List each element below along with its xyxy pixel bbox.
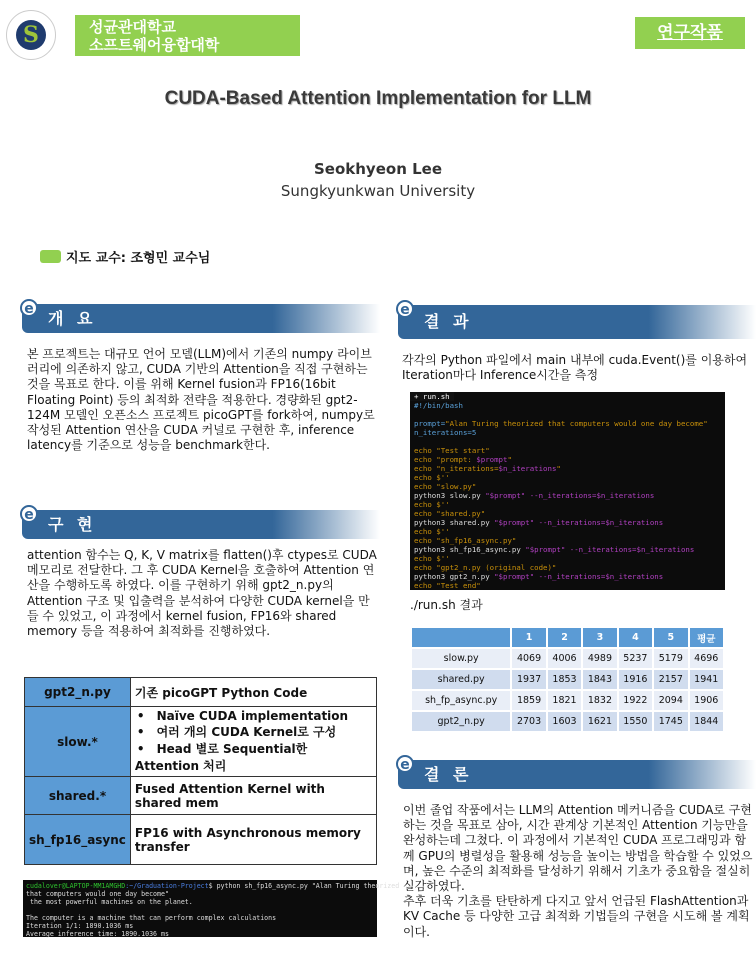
advisor: 지도 교수: 조형민 교수님 (66, 251, 211, 266)
row-label: sh_fp_async.py (411, 690, 511, 711)
table-cell: 1906 (689, 690, 724, 711)
table-row (25, 815, 377, 865)
code-line: echo $'' (414, 500, 450, 509)
file-description: FP16 with Asynchronous memory transfer (130, 815, 376, 865)
bullet-item: • Naïve CUDA implementation (135, 709, 372, 723)
table-cell: 1916 (618, 669, 653, 690)
run-sh-code (410, 392, 725, 590)
table-row (411, 648, 724, 669)
table-cell: 1745 (653, 711, 688, 732)
table-cell: 1922 (618, 690, 653, 711)
table-cell: 1859 (511, 690, 546, 711)
overview-text: 본 프로젝트는 대규모 언어 모델(LLM)에서 기존의 numpy 라이브러리에 의존하지 않고, CUDA 기반의 Attention을 직접 구현하는 것을 목표로 한다. 이를 위해 Kernel fusion과 FP16(16bit Floating Point) 등의 최적화 전략을 적용한다. 경량화된 gpt2-124M 모델인 오픈소스 프로젝트 picoGPT를 fork하여, numpy로 작성된 Attention 연산을 CUDA 커널로 구현한 후, inference latency를 기준으로 성능을 benchmark한다. (27, 347, 375, 453)
code-line: echo $'' (414, 473, 450, 482)
code-line: echo "shared.py" (414, 509, 486, 518)
table-cell: 1603 (547, 711, 582, 732)
e-icon: e (396, 300, 414, 318)
table-cell: 1843 (582, 669, 617, 690)
code-line: echo "Test start" (414, 446, 490, 455)
terminal-line: the most powerful machines on the planet. (26, 898, 193, 906)
results-text: 각각의 Python 파일에서 main 내부에 cuda.Event()를 이용하여 Iteration마다 Inference시간을 측정 (402, 353, 748, 383)
code-line: python3 slow.py "$prompt" --n_iterations=$n_iterations (414, 491, 655, 500)
code-line: n_iterations=5 (414, 428, 477, 437)
row-label: gpt2_n.py (411, 711, 511, 732)
table-cell: 1621 (582, 711, 617, 732)
file-description: Fused Attention Kernel with shared mem (130, 777, 376, 815)
file-description: 기존 picoGPT Python Code (130, 678, 376, 707)
author: Seokhyeon Lee (314, 160, 442, 178)
file-description (130, 707, 376, 777)
code-line: prompt="Alan Turing theorized that computers would one day become" (414, 419, 708, 428)
section-header-conclusion: e 결 론 (398, 760, 756, 789)
code-line: #!/bin/bash (414, 401, 463, 410)
e-icon: e (396, 755, 414, 773)
code-line: echo "slow.py" (414, 482, 477, 491)
table-cell: 4006 (547, 648, 582, 669)
code-line: echo "sh_fp16_async.py" (414, 536, 517, 545)
table-cell: 4989 (582, 648, 617, 669)
code-line: echo "prompt: $prompt" (414, 455, 512, 464)
e-icon: e (20, 299, 38, 317)
terminal-line: Iteration 1/1: 1890.1036 ms (26, 922, 134, 930)
file-name: gpt2_n.py (25, 678, 131, 707)
terminal-line: The computer is a machine that can perform complex calculations (26, 914, 277, 922)
college-banner (75, 15, 300, 56)
conclusion-text: 이번 졸업 작품에서는 LLM의 Attention 메커니즘을 CUDA로 구현하는 것을 목표로 삼아, 시간 관계상 기본적인 Attention 기능만을 완성하는데 그쳤다. 이 과정에서 기본적인 CUDA 프로그래밍과 함께 GPU의 병렬성을 활용해 성능을 높이는 방법을 학습할 수 있었으며, 높은 수준의 최적화를 달성하기 위해서 기초가 중요함을 절실히 실감하였다. 추후 더욱 기초를 탄탄하게 다지고 앞서 언급된 FlashAttention과 KV Cache 등 다양한 고급 최적화 기법들의 구현을 시도해 볼 계획이다. (403, 803, 753, 939)
table-cell: 1821 (547, 690, 582, 711)
code-caption: ./run.sh 결과 (410, 598, 483, 612)
terminal-output: cudalover@LAPTOP-MM1AMGHD:~/Graduation-Project$ python sh_fp16_async.py "Alan Turing theorized that computers would one day become" the most powerful machines on the planet. The computer is a machine that can perform complex calculations Iteration 1/1: 1890.1036 ms Average inference time: 1890.1036 ms (23, 880, 377, 937)
section-header-impl: e 구 현 (22, 510, 380, 539)
bullet-item: • Head 별로 Sequential한 Attention 처리 (135, 740, 372, 774)
column-header: 평균 (689, 627, 724, 648)
table-cell: 5179 (653, 648, 688, 669)
table-cell: 1937 (511, 669, 546, 690)
code-line: python3 shared.py "$prompt" --n_iterations=$n_iterations (414, 518, 664, 527)
code-line: echo $'' (414, 527, 450, 536)
advisor-marker (40, 250, 61, 263)
code-line: echo "Test end" (414, 581, 481, 590)
file-name: slow.* (25, 707, 131, 777)
file-name: shared.* (25, 777, 131, 815)
category-badge: 연구작품 (635, 17, 745, 49)
column-header (411, 627, 511, 648)
row-label: shared.py (411, 669, 511, 690)
code-line: echo "n_iterations=$n_iterations" (414, 464, 561, 473)
university-logo: S (6, 10, 56, 60)
impl-text: attention 함수는 Q, K, V matrix를 flatten()후 ctypes로 CUDA 메모리로 전달한다. 그 후 CUDA Kernel을 호출하여 Attention 연산을 수행하도록 하였다. 이를 구현하기 위해 gpt2_n.py의 Attention 구조 및 입출력을 분석하여 다양한 CUDA kernel을 만들 수 있었고, 이 과정에서 kernel fusion, FP16와 shared memory 등을 적용하여 최적화를 진행하였다. (27, 548, 377, 639)
column-header: 4 (618, 627, 653, 648)
code-line: echo "gpt2_n.py (original code)" (414, 563, 557, 572)
table-cell: 2157 (653, 669, 688, 690)
terminal-line: that computers would one day become" (26, 890, 169, 898)
bullet-item: • 여러 개의 CUDA Kernel로 구성 (135, 723, 372, 740)
files-table (24, 677, 377, 865)
section-header-overview: e 개 요 (22, 304, 380, 333)
table-row (25, 678, 377, 707)
table-cell: 1832 (582, 690, 617, 711)
file-name: sh_fp16_async (25, 815, 131, 865)
column-header: 1 (511, 627, 546, 648)
table-cell: 1550 (618, 711, 653, 732)
code-line: python3 gpt2_n.py "$prompt" --n_iterations=$n_iterations (414, 572, 664, 581)
table-cell: 4696 (689, 648, 724, 669)
table-row (411, 711, 724, 732)
row-label: slow.py (411, 648, 511, 669)
table-cell: 2094 (653, 690, 688, 711)
table-cell: 4069 (511, 648, 546, 669)
table-cell: 2703 (511, 711, 546, 732)
code-line: echo $'' (414, 554, 450, 563)
table-cell: 5237 (618, 648, 653, 669)
table-row (25, 707, 377, 777)
poster-title: CUDA-Based Attention Implementation for LLM (164, 88, 592, 109)
e-icon: e (20, 505, 38, 523)
column-header: 5 (653, 627, 688, 648)
section-header-results: e 결 과 (398, 305, 756, 339)
terminal-line: Average inference time: 1890.1036 ms (26, 930, 169, 938)
table-row (411, 669, 724, 690)
college-name: 소프트웨어융합대학 (89, 36, 220, 54)
table-cell: 1941 (689, 669, 724, 690)
affiliation: Sungkyunkwan University (280, 182, 476, 200)
column-header: 2 (547, 627, 582, 648)
table-row (25, 777, 377, 815)
table-cell: 1853 (547, 669, 582, 690)
table-row (411, 690, 724, 711)
code-line: python3 sh_fp16_async.py "$prompt" --n_iterations=$n_iterations (414, 545, 695, 554)
code-tab: + run.sh (410, 392, 454, 401)
column-header: 3 (582, 627, 617, 648)
table-cell: 1844 (689, 711, 724, 732)
university-name: 성균관대학교 (89, 18, 176, 36)
results-table (410, 626, 725, 733)
